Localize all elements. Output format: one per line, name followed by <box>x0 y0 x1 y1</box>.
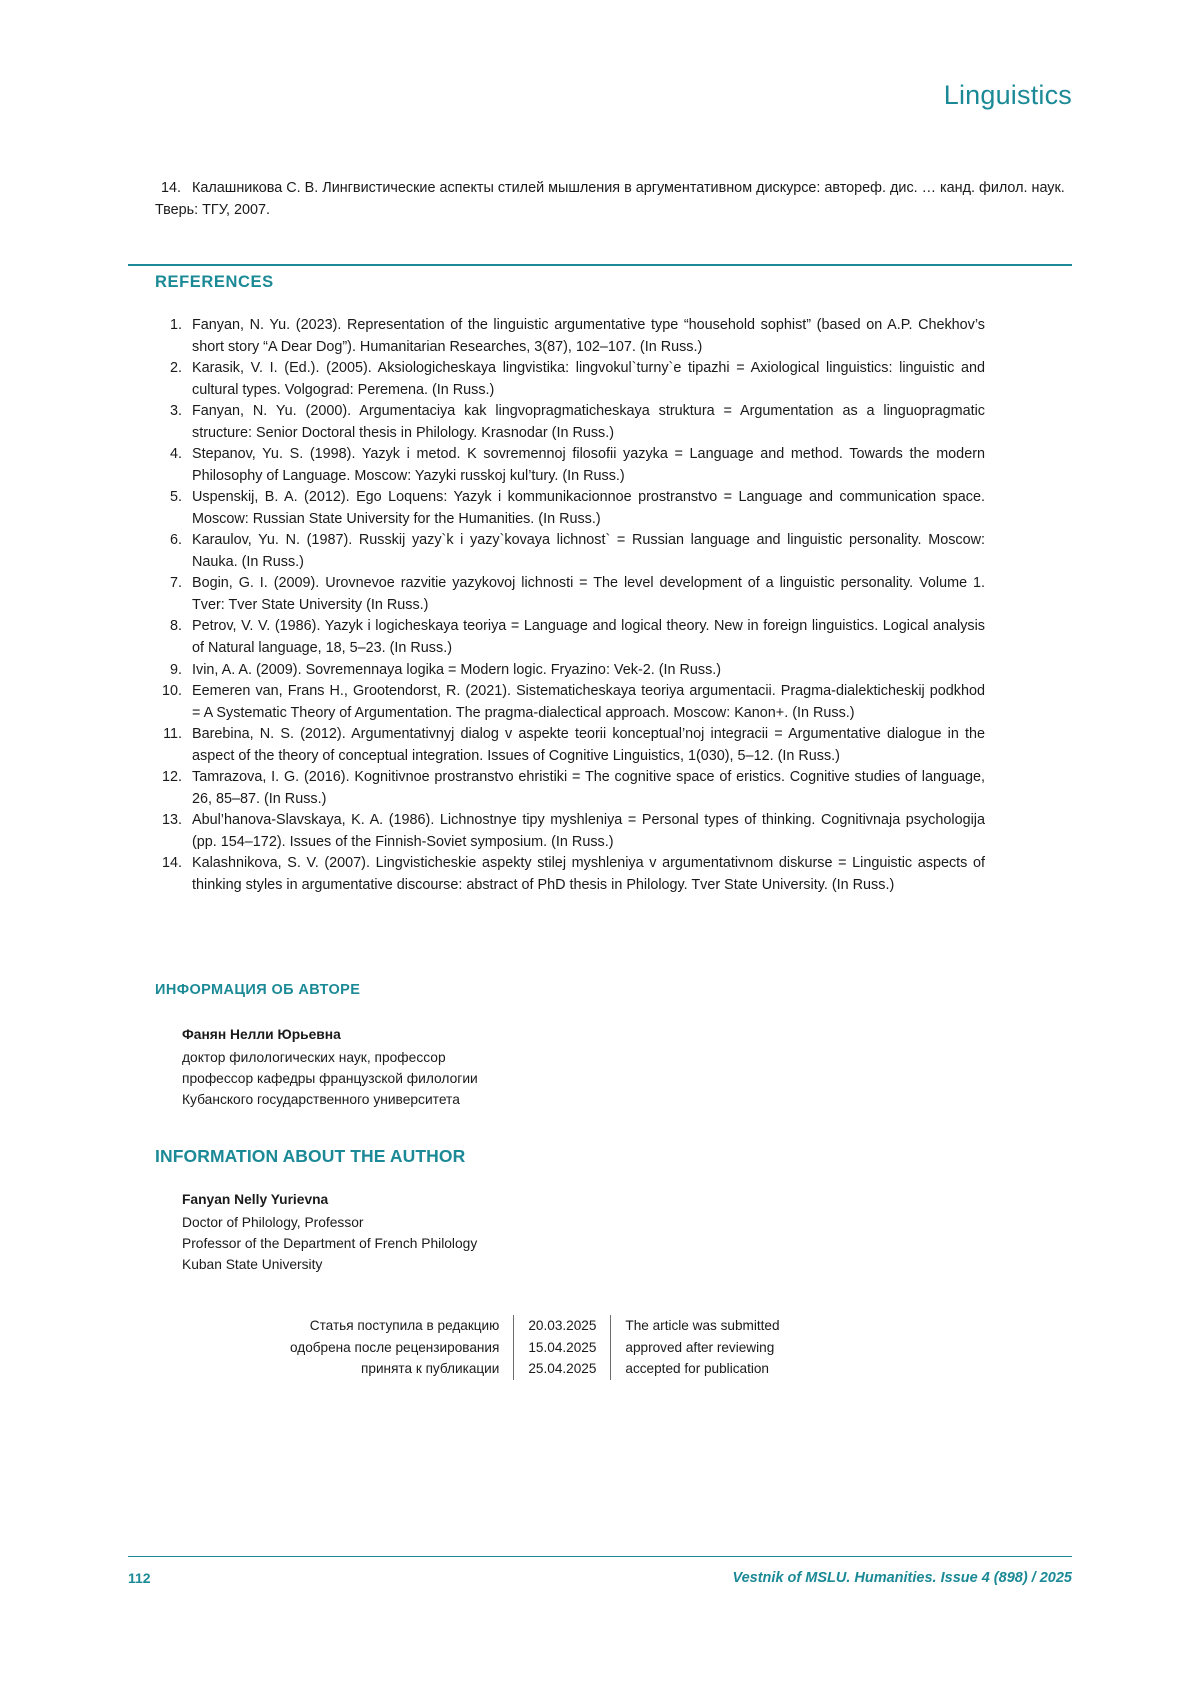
reference-text: Petrov, V. V. (1986). Yazyk i logicheskaya teoriya = Language and logical theory. New in foreign linguistics. Logical analysis of Natural language, 18, 5–23. (In Russ.) <box>192 618 985 656</box>
reference-text: Eemeren van, Frans H., Grootendorst, R. (2021). Sistematicheskaya teoriya argumentacii. Pragma-dialekticheskij podkhod = A Systematic Theory of Argumentation. The pragma-dialectical approach. Moscow: Kanon+. (In Russ.) <box>192 683 985 721</box>
reference-number: 4. <box>169 446 182 463</box>
reference-number: 6. <box>169 532 182 549</box>
date-value: 25.04.2025 <box>514 1358 611 1380</box>
list-item <box>155 616 985 659</box>
top-reference-number: 14. <box>160 180 181 196</box>
reference-number: 14. <box>161 855 182 872</box>
top-reference-item <box>155 178 1072 221</box>
date-label-ru: одобрена после рецензирования <box>290 1339 500 1355</box>
page-number: 112 <box>128 1570 151 1586</box>
reference-text: Fanyan, N. Yu. (2000). Argumentaciya kak lingvopragmaticheskaya struktura = Argumentation as a linguopragmatic structure: Senior Doctoral thesis in Philology. Krasnodar (In Russ.) <box>192 403 985 441</box>
date-label-en: The article was submitted <box>625 1318 780 1333</box>
reference-number: 8. <box>169 618 182 635</box>
reference-number: 3. <box>169 403 182 420</box>
reference-text: Uspenskij, B. A. (2012). Ego Loquens: Yazyk i kommunikacionnoe prostranstvo = Language and communication space. Moscow: Russian State University for the Humanities. (In Russ.) <box>192 489 985 527</box>
section-divider <box>128 264 1072 266</box>
date-label-ru: принята к публикации <box>361 1361 500 1377</box>
top-reference-text: Калашникова С. В. Лингвистические аспекты стилей мышления в аргументативном дискурсе: автореф. дис. … канд. филол. наук. Тверь: ТГУ, 2007. <box>155 180 1065 218</box>
author-name-ru: Фанян Нелли Юрьевна <box>182 1027 341 1042</box>
page-title: Linguistics <box>943 80 1072 110</box>
date-label-en: approved after reviewing <box>625 1339 775 1355</box>
list-item <box>155 681 985 724</box>
reference-number: 9. <box>169 661 182 678</box>
list-item <box>155 401 985 444</box>
author-degree-ru: доктор филологических наук, профессор <box>182 1049 446 1065</box>
author-info-heading-ru: ИНФОРМАЦИЯ ОБ АВТОРЕ <box>155 982 361 998</box>
author-affiliation-ru: Кубанского государственного университета <box>182 1091 460 1107</box>
reference-number: 12. <box>161 769 182 786</box>
reference-text: Barebina, N. S. (2012). Argumentativnyj dialog v aspekte teorii konceptual’noj integracii = Argumentative dialogue in the aspect of the theory of conceptual integration. Issues of Cognitive Linguistics, 1(030), 5–12. (In Russ.) <box>192 726 985 764</box>
reference-text: Ivin, A. A. (2009). Sovremennaya logika = Modern logic. Fryazino: Vek-2. (In Russ.) <box>192 661 722 678</box>
author-position-ru: профессор кафедры французской филологии <box>182 1070 478 1086</box>
date-label-ru: Статья поступила в редакцию <box>309 1318 500 1333</box>
date-value: 20.03.2025 <box>514 1315 611 1337</box>
author-info-heading-en: INFORMATION ABOUT THE AUTHOR <box>155 1146 466 1166</box>
reference-number: 1. <box>169 317 182 333</box>
reference-text: Kalashnikova, S. V. (2007). Lingvisticheskie aspekty stilej myshleniya v argumentativnom diskurse = Linguistic aspects of thinking styles in argumentative discourse: abstract of PhD thesis in Philology. Tver State University. (In Russ.) <box>192 855 985 893</box>
list-item <box>155 573 985 616</box>
table-row <box>290 1315 780 1337</box>
reference-number: 10. <box>161 683 182 700</box>
footer-journal-title: Vestnik of MSLU. Humanities. Issue 4 (898) / 2025 <box>732 1570 1072 1586</box>
reference-text: Fanyan, N. Yu. (2023). Representation of the linguistic argumentative type “household sophist” (based on A.P. Chekhov’s short story “A Dear Dog”). Humanitarian Researches, 3(87), 102–107. (In Russ.) <box>192 317 985 355</box>
list-item <box>155 444 985 487</box>
list-item <box>155 810 985 853</box>
table-row <box>290 1337 780 1359</box>
list-item <box>155 660 985 682</box>
table-row <box>290 1358 780 1380</box>
author-info-en <box>182 1190 477 1276</box>
reference-number: 7. <box>169 575 182 592</box>
author-degree-en: Doctor of Philology, Professor <box>182 1214 364 1230</box>
list-item <box>155 767 985 810</box>
reference-text: Bogin, G. I. (2009). Urovnevoe razvitie yazykovoj lichnosti = The level development of a linguistic personality. Volume 1. Tver: Tver State University (In Russ.) <box>192 575 985 613</box>
date-value: 15.04.2025 <box>514 1337 611 1359</box>
list-item <box>155 530 985 573</box>
reference-number: 13. <box>161 812 182 829</box>
author-position-en: Professor of the Department of French Philology <box>182 1235 478 1251</box>
reference-number: 5. <box>169 489 182 506</box>
list-item <box>155 853 985 896</box>
list-item <box>155 358 985 401</box>
author-info-ru <box>182 1025 478 1111</box>
reference-text: Karaulov, Yu. N. (1987). Russkij yazy`k i yazy`kovaya lichnost` = Russian language and linguistic personality. Moscow: Nauka. (In Russ.) <box>192 532 985 570</box>
references-list <box>155 315 985 896</box>
reference-text: Tamrazova, I. G. (2016). Kognitivnoe prostranstvo ehristiki = The cognitive space of eristics. Cognitive studies of language, 26, 85–87. (In Russ.) <box>192 769 985 807</box>
footer-divider <box>128 1556 1072 1557</box>
list-item <box>155 724 985 767</box>
submission-dates-table <box>290 1315 780 1380</box>
author-affiliation-en: Kuban State University <box>182 1256 323 1272</box>
date-label-en: accepted for publication <box>625 1361 769 1377</box>
list-item <box>155 487 985 530</box>
author-name-en: Fanyan Nelly Yurievna <box>182 1192 329 1207</box>
reference-number: 11. <box>163 726 182 743</box>
reference-text: Stepanov, Yu. S. (1998). Yazyk i metod. K sovremennoj filosofii yazyka = Language and method. Towards the modern Philosophy of Language. Moscow: Yazyki russkoj kul’tury. (In Russ.) <box>192 446 985 484</box>
reference-text: Abul’hanova-Slavskaya, K. A. (1986). Lichnostnye tipy myshleniya = Personal types of thinking. Cognitivnaja psychologija (pp. 154–172). Issues of the Finnish-Soviet symposium. (In Russ.) <box>192 812 985 850</box>
reference-text: Karasik, V. I. (Ed.). (2005). Aksiologicheskaya lingvistika: lingvokul`turny`e tipazhi = Axiological linguistics: linguistic and cultural types. Volgograd: Peremena. (In Russ.) <box>192 360 985 398</box>
reference-number: 2. <box>169 360 182 377</box>
list-item <box>155 315 985 358</box>
references-heading: REFERENCES <box>155 273 274 291</box>
